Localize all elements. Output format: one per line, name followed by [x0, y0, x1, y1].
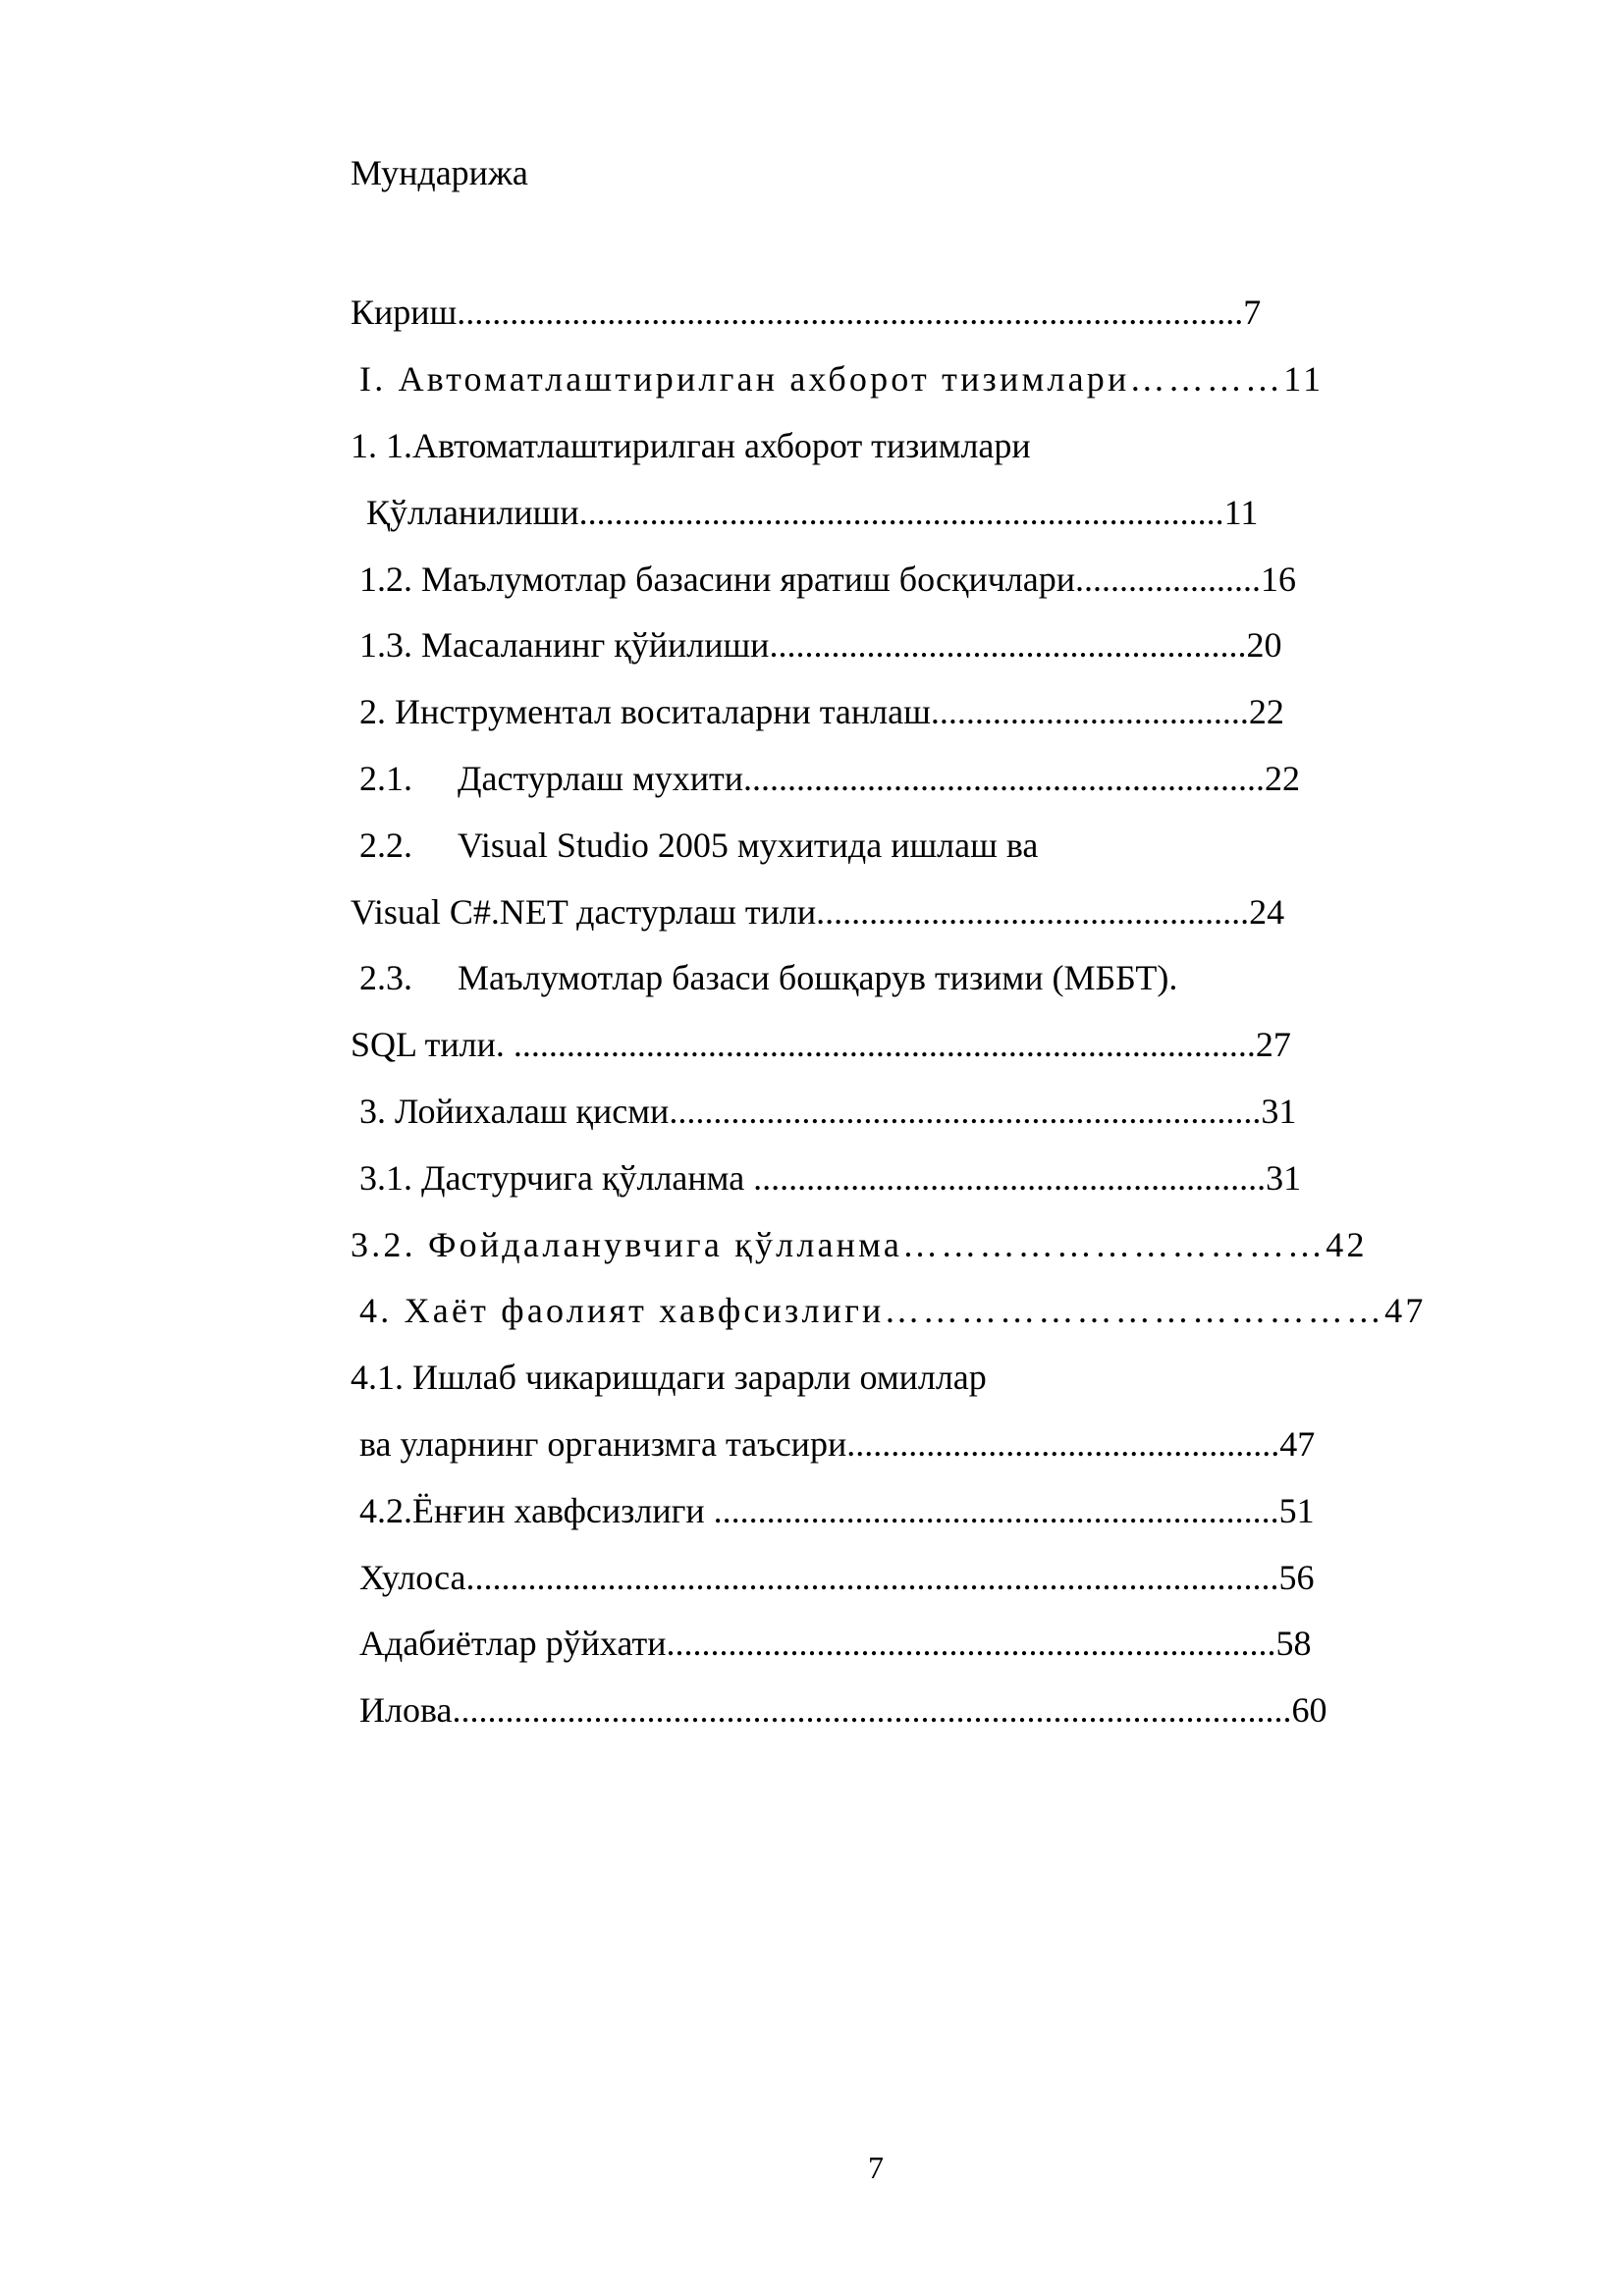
toc-entry: 2. Инструментал воситаларни танлаш....................................22: [359, 692, 1284, 731]
toc-entry: Кириш.........................................................................................7: [351, 293, 1262, 332]
toc-entry-number: 2.3.: [359, 958, 412, 997]
toc-entry: ва уларнинг организмга таъсири.................................................47: [359, 1424, 1316, 1464]
toc-entry: [359, 824, 1038, 867]
toc-entry: Илова...............................................................................................60: [359, 1690, 1327, 1730]
toc-entry-label: Visual Studio 2005 мухитида ишлаш ва: [458, 826, 1039, 865]
toc-entry: [359, 956, 1177, 999]
page-number: 7: [868, 2150, 884, 2185]
toc-entry: 4.2.Ёнғин хавфсизлиги ................................................................51: [359, 1491, 1315, 1530]
toc-entry: 1. 1.Автоматлаштирилган ахборот тизимлари: [351, 426, 1031, 465]
page-title: Мундарижа: [351, 153, 528, 192]
toc-entry: 3.1. Дастурчига қўлланма ..........................................................31: [359, 1158, 1302, 1198]
toc-entry: 4. Хаёт фаолият хавфсизлиги…………………………………47: [359, 1291, 1427, 1330]
toc-entry: I. Автоматлаштирилган ахборот тизимлари…………11: [359, 359, 1325, 399]
toc-entry-label: Маълумотлар базаси бошқарув тизими (МББТ).: [458, 958, 1178, 997]
toc-entry-number: 2.1.: [359, 759, 412, 798]
toc-entry: Visual C#.NET дастурлаш тили.................................................24: [351, 892, 1285, 932]
toc-entry: [359, 757, 1300, 800]
toc-entry: 3.2. Фойдаланувчига қўлланма……………………………42: [351, 1225, 1368, 1264]
toc-entry: Адабиётлар рўйхати.....................................................................58: [359, 1624, 1312, 1663]
toc-entry: SQL тили. ....................................................................................27: [351, 1025, 1291, 1064]
toc-entry: 4.1. Ишлаб чикаришдаги зарарли омиллар: [351, 1358, 987, 1397]
toc-entry: 3. Лойихалаш қисми...................................................................31: [359, 1092, 1297, 1131]
toc-entry: 1.2. Маълумотлар базасини яратиш босқичлари.....................16: [359, 560, 1297, 599]
toc-entry: 1.3. Масаланинг қўйилиши......................................................20: [359, 625, 1282, 665]
toc-entry: Хулоса............................................................................................56: [359, 1558, 1315, 1597]
toc-entry-label: Дастурлаш мухити...........................................................22: [458, 759, 1301, 798]
toc-entry: Қўлланилиши.........................................................................11: [366, 493, 1259, 532]
toc-entry-number: 2.2.: [359, 826, 412, 865]
